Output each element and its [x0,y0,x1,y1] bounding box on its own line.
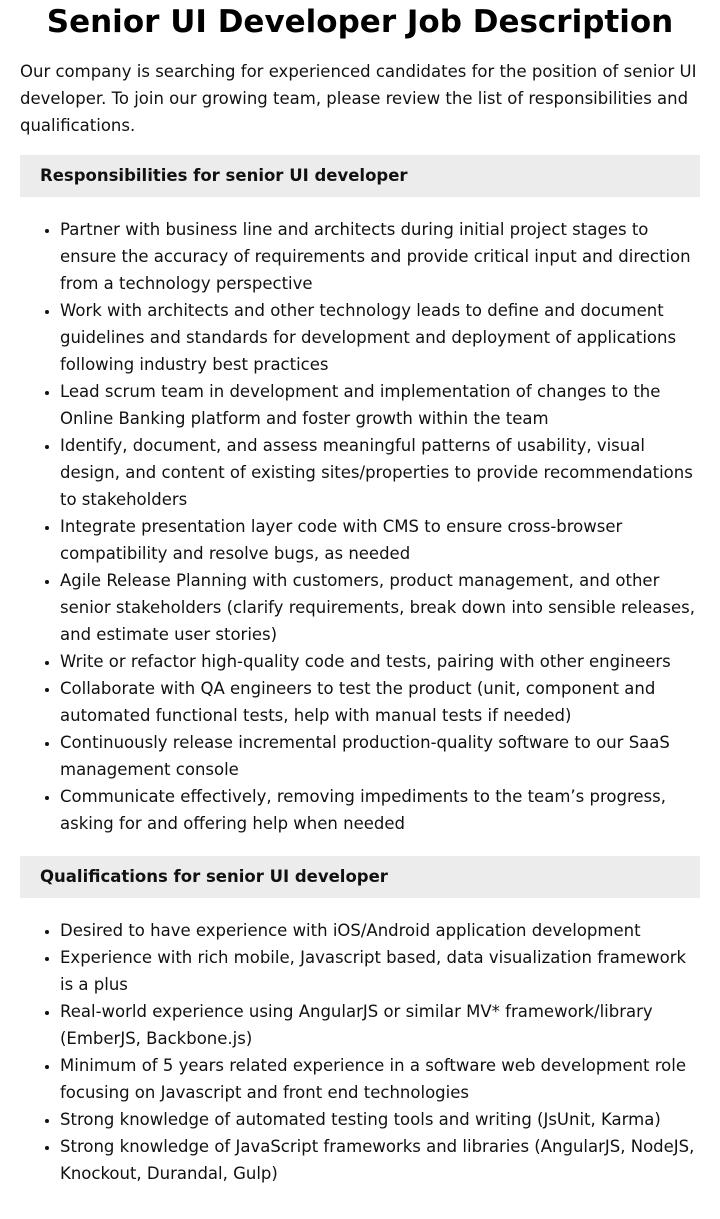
list-item: • Partner with business line and architects during initial project stages to ensure the accuracy of requirements and provide critical input and direction from a technology perspective [60,216,700,297]
list-item: • Work with architects and other technology leads to define and document guidelines and standards for development and deployment of applications following industry best practices [60,297,700,378]
list-item: • Desired to have experience with iOS/Android application development [60,917,700,944]
page-title: Senior UI Developer Job Description [46,4,674,40]
list-item: • Strong knowledge of automated testing tools and writing (JsUnit, Karma) [60,1106,700,1133]
list-item: • Real-world experience using AngularJS or similar MV* framework/library (EmberJS, Backbone.js) [60,998,700,1052]
list-item: • Identify, document, and assess meaningful patterns of usability, visual design, and content of existing sites/properties to provide recommendations to stakeholders [60,432,700,513]
qualifications-heading: Qualifications for senior UI developer [20,856,700,898]
qualifications-list [20,917,700,1187]
list-item: • Agile Release Planning with customers, product management, and other senior stakeholders (clarify requirements, break down into sensible releases, and estimate user stories) [60,567,700,648]
list-item: • Continuously release incremental production-quality software to our SaaS management console [60,729,700,783]
responsibilities-heading: Responsibilities for senior UI developer [20,155,700,197]
list-item: • Experience with rich mobile, Javascript based, data visualization framework is a plus [60,944,700,998]
list-item: • Communicate effectively, removing impediments to the team’s progress, asking for and offering help when needed [60,783,700,837]
list-item: • Minimum of 5 years related experience in a software web development role focusing on Javascript and front end technologies [60,1052,700,1106]
list-item: • Write or refactor high-quality code and tests, pairing with other engineers [60,648,700,675]
list-item: • Strong knowledge of JavaScript frameworks and libraries (AngularJS, NodeJS, Knockout, Durandal, Gulp) [60,1133,700,1187]
intro-paragraph: Our company is searching for experienced candidates for the position of senior UI developer. To join our growing team, please review the list of responsibilities and qualifications. [20,62,697,135]
list-item: • Lead scrum team in development and implementation of changes to the Online Banking platform and foster growth within the team [60,378,700,432]
list-item: • Integrate presentation layer code with CMS to ensure cross-browser compatibility and resolve bugs, as needed [60,513,700,567]
responsibilities-list [20,216,700,837]
list-item: • Collaborate with QA engineers to test the product (unit, component and automated functional tests, help with manual tests if needed) [60,675,700,729]
